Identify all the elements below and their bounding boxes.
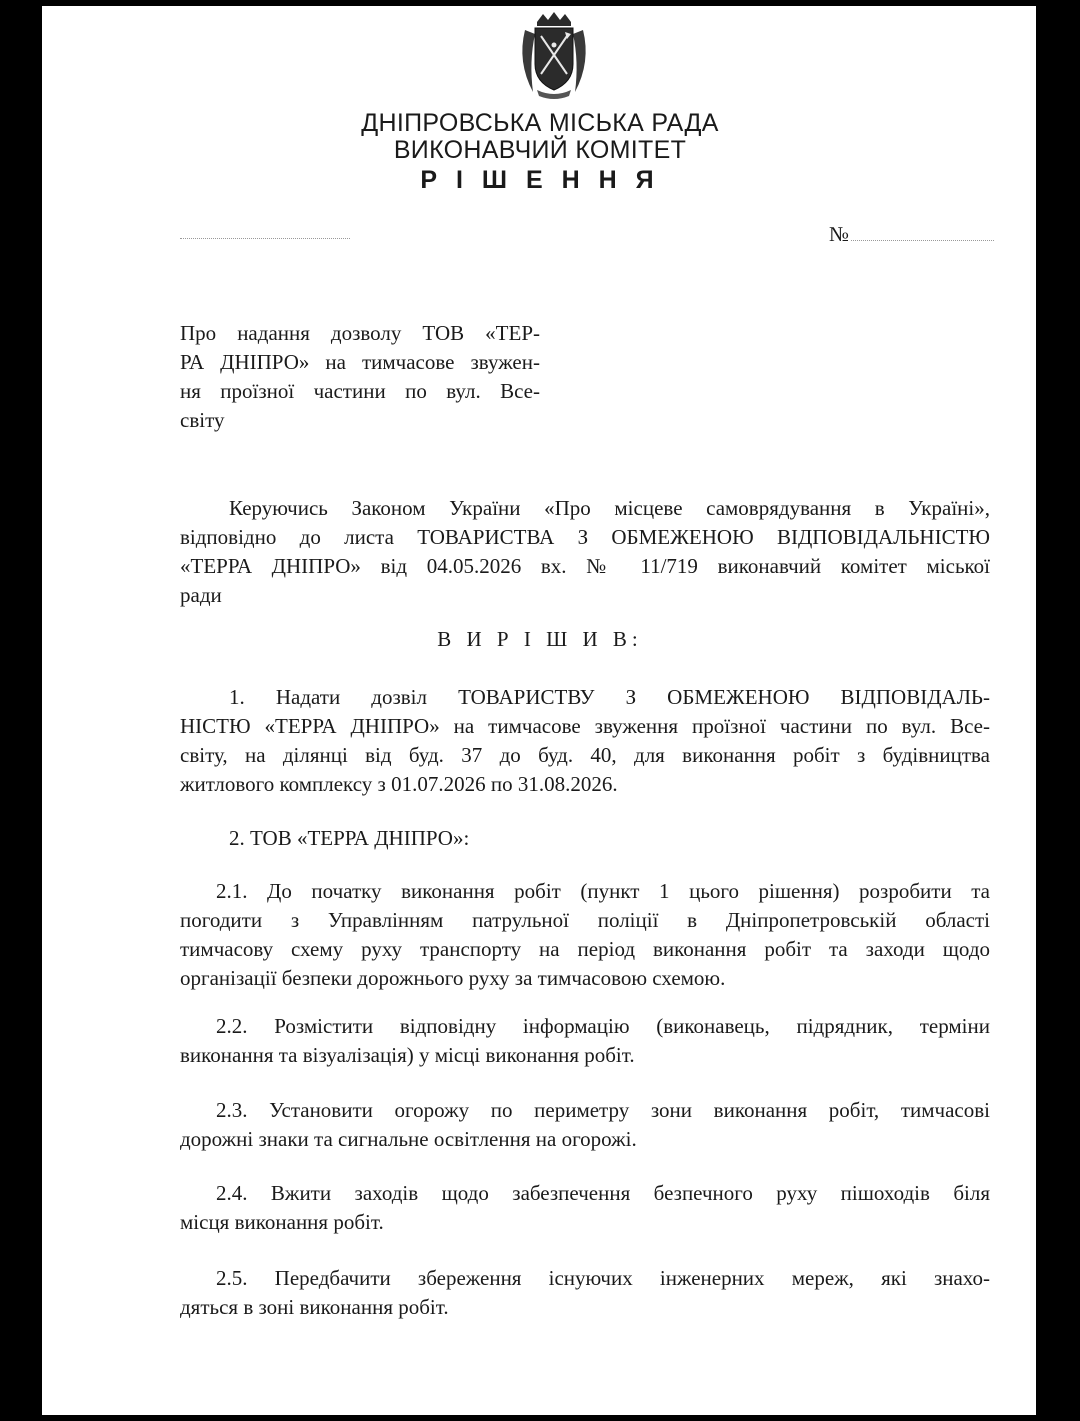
number-blank-line [851,240,994,241]
item-2-4 [180,1179,990,1237]
item-2-5 [180,1264,990,1322]
preamble-line: «ТЕРРА ДНІПРО» від 04.05.2026 вх. № 11/719 виконавчий комітет міської [180,554,990,578]
item-1-line: житлового комплексу з 01.07.2026 по 31.08.2026. [180,772,618,796]
item-2-1-line: 2.1. До початку виконання робіт (пункт 1 цього рішення) розробити та [216,879,990,903]
item-2-3 [180,1096,990,1154]
subject-line: Про надання дозволу ТОВ «ТЕР- [180,321,540,345]
item-2-5-line: 2.5. Передбачити збереження існуючих інженерних мереж, які знахо- [216,1266,990,1290]
preamble-line: Керуючись Законом України «Про місцеве самоврядування в Україні», [229,496,990,520]
decision-subject [180,319,540,435]
item-2-2 [180,1012,990,1070]
item-1 [180,683,990,799]
item-2-5-line: дяться в зоні виконання робіт. [180,1295,449,1319]
item-2-line: 2. ТОВ «ТЕРРА ДНІПРО»: [229,826,470,850]
item-2-1 [180,877,990,993]
preamble-line: відповідно до листа ТОВАРИСТВА З ОБМЕЖЕНОЮ ВІДПОВІДАЛЬНІСТЮ [180,525,990,549]
date-blank-line [180,238,350,239]
committee-name: ВИКОНАВЧИЙ КОМІТЕТ [393,136,687,164]
item-1-line: НІСТЮ «ТЕРРА ДНІПРО» на тимчасове звуження проїзної частини по вул. Все- [180,714,990,738]
council-name: ДНІПРОВСЬКА МІСЬКА РАДА [361,109,719,137]
subject-line: світу [180,408,225,432]
item-2-1-line: погодити з Управлінням патрульної поліції в Дніпропетровській області [180,908,990,932]
item-2 [180,824,990,853]
item-2-3-line: 2.3. Установити огорожу по периметру зони виконання робіт, тимчасові [216,1098,990,1122]
item-2-1-line: тимчасову схему руху транспорту на період виконання робіт та заходи щодо [180,937,990,961]
decided-heading: В И Р І Ш И В: [437,627,643,651]
item-2-4-line: місця виконання робіт. [180,1210,384,1234]
item-1-line: світу, на ділянці від буд. 37 до буд. 40, для виконання робіт з будівництва [180,743,990,767]
item-2-3-line: дорожні знаки та сигнальне освітлення на огорожі. [180,1127,637,1151]
item-2-1-line: організації безпеки дорожнього руху за тимчасовою схемою. [180,966,726,990]
item-1-line: 1. Надати дозвіл ТОВАРИСТВУ З ОБМЕЖЕНОЮ ВІДПОВІДАЛЬ- [229,685,990,709]
subject-line: РА ДНІПРО» на тимчасове звужен- [180,350,540,374]
preamble [180,494,990,610]
number-label: № [829,222,850,246]
item-2-4-line: 2.4. Вжити заходів щодо забезпечення безпечного руху пішоходів біля [216,1181,990,1205]
item-2-2-line: 2.2. Розмістити відповідну інформацію (виконавець, підрядник, терміни [216,1014,990,1038]
document-type: Р І Ш Е Н Н Я [420,166,660,194]
city-coat-of-arms-icon [515,12,593,100]
preamble-line: ради [180,583,222,607]
item-2-2-line: виконання та візуалізація) у місці виконання робіт. [180,1043,635,1067]
subject-line: ня проїзної частини по вул. Все- [180,379,540,403]
